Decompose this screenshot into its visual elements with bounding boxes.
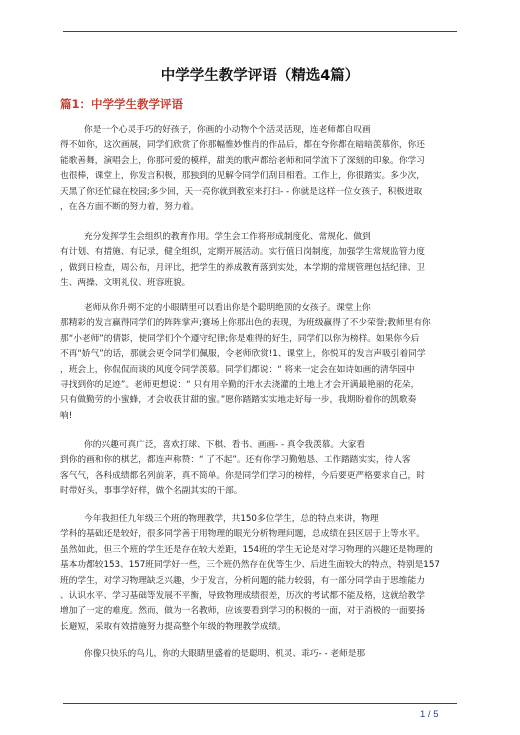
paragraph-line: 、认识水平、学习基础等发展不平衡，导致物理成绩很差，历次的考试都不能及格，这就给教学 bbox=[60, 591, 425, 602]
footer-rule bbox=[63, 703, 457, 704]
paragraph-line: 时带好头，事事学好样，做个名副其实的干部。 bbox=[60, 486, 243, 497]
paragraph-3 bbox=[60, 301, 460, 424]
page-number: 1 / 5 bbox=[420, 709, 439, 720]
paragraph-line: 客气气，各科成绩都名列前茅，真不简单。你是同学们学习的榜样，今后要更严格要求自己，时 bbox=[60, 470, 425, 481]
paragraph-line: 班的学生，对学习物理缺乏兴趣，少于发言，分析问题的能力较弱，有一部分同学由于思维能力 bbox=[60, 575, 425, 586]
paragraph-line: 长避短，采取有效措施努力提高整个年级的物理教学成绩。 bbox=[60, 621, 286, 632]
paragraph-line: 寻找到你的足迹”。老师更想说：“ 只有用辛勤的汗水去浇灌的土地上才会开满最艳丽的花朵， bbox=[60, 380, 420, 391]
paragraph-line: 生、两操、文明礼仪、班容班貌。 bbox=[60, 278, 191, 289]
paragraph-6 bbox=[60, 647, 460, 662]
paragraph-line: 你是一个心灵手巧的好孩子，你画的小动物个个活灵活现，连老师都自叹画 bbox=[84, 125, 371, 135]
paragraph-line: 学科的基础还是较好，很多同学善于用物理的眼光分析物理问题，总成绩在县区居于上等水平。 bbox=[60, 529, 425, 540]
paragraph-line: 基本功都较153、157班同学好一些，三个班仍然存在优等生少、后进生面较大的特点，特别是157 bbox=[60, 560, 440, 571]
paragraph-line: 那“小老师”的倩影，使同学们个个遵守纪律;你是难得的好生，同学们以你为榜样。如果你今后 bbox=[60, 333, 420, 344]
paragraph-line: 你的兴趣可真广泛，喜欢打球、下棋、看书、画画- - 真令我羡慕。大家看 bbox=[84, 440, 366, 450]
paragraph-line: 天黑了你还忙碌在校园;多少回，天一亮你就到教室来打扫- - 你就是这样一位女孩子，积极进取 bbox=[60, 186, 423, 197]
paragraph-line: 到你的画和你的棋艺，都连声称赞：“ 了不起”。还有你学习勤勉恳、工作踏踏实实，待人客 bbox=[60, 455, 411, 466]
paragraph-2 bbox=[60, 230, 460, 292]
document-title: 中学学生教学评语（精选4篇） bbox=[160, 68, 360, 84]
header-rule bbox=[63, 31, 457, 32]
paragraph-line: 增加了一定的难度。然而，做为一名教师，应该要看到学习的积极的一面，对于消极的一面要扬 bbox=[60, 606, 425, 617]
paragraph-line: ，做到日检查，周公布，月评比，把学生的养成教育落到实处，本学期的常规管理包括纪律、卫 bbox=[60, 262, 425, 273]
paragraph-line: 能歌善舞，演唱会上，你那可爱的模样，甜美的歌声都给老师和同学流下了深刻的印象。你学习 bbox=[60, 155, 425, 166]
paragraph-5 bbox=[60, 512, 460, 635]
paragraph-line: 今年我担任九年级三个班的物理教学，共150多位学生，总的特点来讲，物理 bbox=[84, 514, 379, 524]
paragraph-line: 虽然如此，但三个班的学生还是存在较大差距，154班的学生无论是对学习物理的兴趣还是物理的 bbox=[60, 544, 433, 555]
paragraph-line: 不再“娇气”的话，那就会更令同学们佩服，令老师欣赏!1、课堂上，你悦耳的发言声吸引着同学 bbox=[60, 349, 426, 360]
paragraph-line: ，班会上，你侃侃而谈的风度令同学羡慕。同学们都说：“ 将来一定会在如诗如画的清华园中 bbox=[60, 364, 415, 375]
paragraph-line: 那精彩的发言赢得同学们的阵阵掌声;赛场上你那出色的表现，为班级赢得了不少荣誉;教师里有你 bbox=[60, 318, 431, 329]
paragraph-line: 你像只快乐的鸟儿，你的大眼睛里盛着的是聪明、机灵、乖巧- - 老师是那 bbox=[84, 649, 366, 659]
paragraph-line: ，在各方面不断的努力着，努力着。 bbox=[60, 202, 199, 213]
paragraph-line: 也很棒，课堂上，你发言积极，那独到的见解令同学们刮目相看。工作上，你很踏实。多少次， bbox=[60, 171, 425, 182]
paragraph-line: 得不如你，这次画展，同学们欣赏了你那幅惟妙惟肖的作品后，都在夸你都在暗暗羡慕你，你还 bbox=[60, 140, 425, 151]
paragraph-4 bbox=[60, 438, 460, 500]
paragraph-line: 充分发挥学生会组织的教育作用。学生会工作将形成制度化、常规化、做到 bbox=[84, 232, 371, 242]
paragraph-line: 只有做勤劳的小蜜蜂，才会收获甘甜的蜜。”愿你踏踏实实地走好每一步，我期盼着你的凯歌奏 bbox=[60, 395, 417, 406]
paragraph-1 bbox=[60, 123, 460, 215]
paragraph-line: 响! bbox=[60, 410, 73, 421]
paragraph-line: 老师从你升朔不定的小眼睛里可以看出你是个聪明绝顶的女孩子。课堂上你 bbox=[84, 303, 371, 313]
section-heading: 篇1：中学学生教学评语 bbox=[60, 97, 184, 111]
paragraph-line: 有计划、有措施、有记录，健全组织，定期开展活动。实行值日岗制度，加强学生常规监管力度 bbox=[60, 247, 425, 258]
